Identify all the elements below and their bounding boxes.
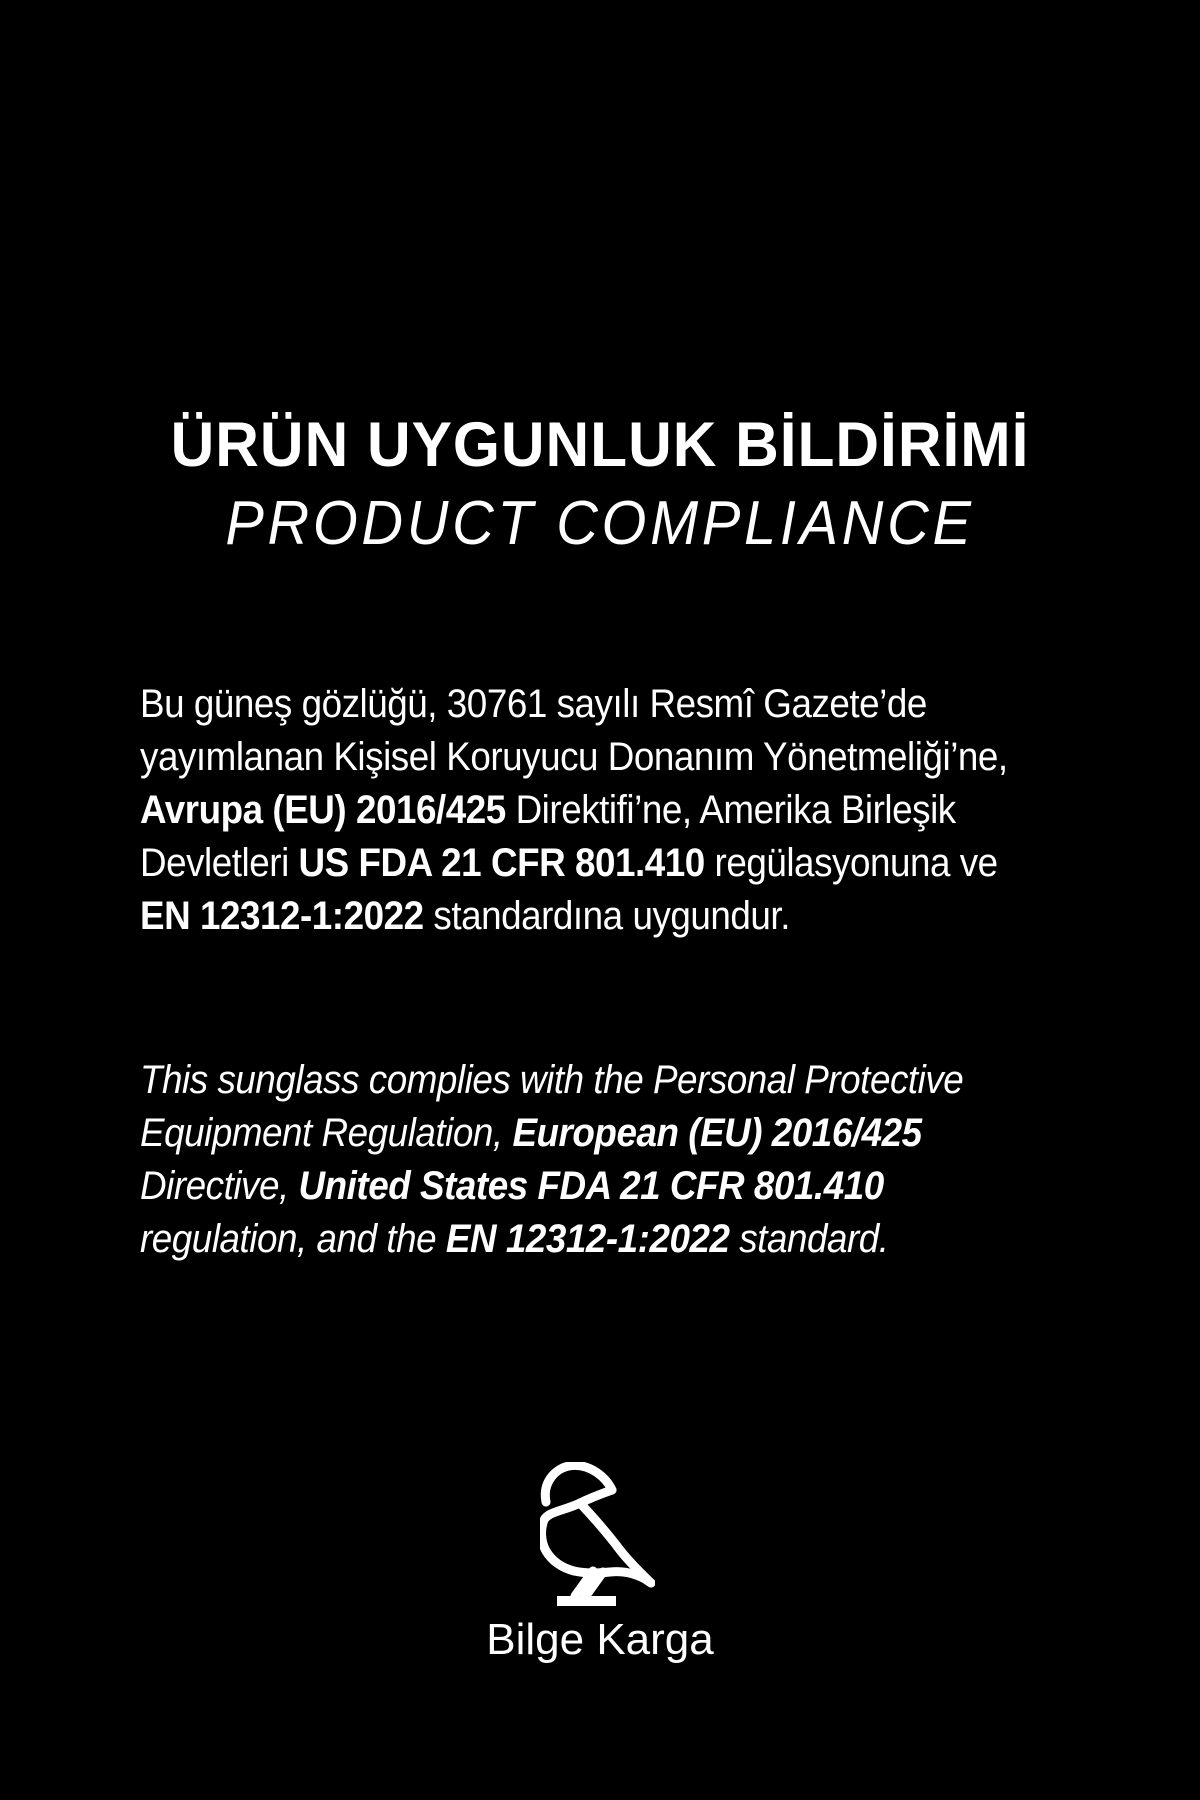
compliance-paragraph-turkish	[140, 678, 1060, 943]
text-run: yayımlanan Kişisel Koruyucu Donanım Yönetmeliği’ne,	[140, 735, 1008, 779]
text-run: Avrupa (EU) 2016/425	[140, 788, 506, 832]
text-run: Direktifi’ne, Amerika Birleşik	[505, 788, 956, 832]
text-line	[140, 678, 1060, 731]
text-run: regülasyonuna ve	[704, 841, 998, 885]
text-run: EN 12312-1:2022	[445, 1217, 730, 1261]
text-run: This sunglass complies with the Personal Protective	[140, 1058, 964, 1102]
text-line	[140, 784, 1060, 837]
page-header	[0, 410, 1200, 558]
text-run: standard.	[729, 1217, 889, 1261]
text-run: EN 12312-1:2022	[140, 894, 424, 938]
crow-icon	[540, 1462, 655, 1607]
text-line	[140, 1107, 1060, 1160]
text-run: Devletleri	[140, 841, 299, 885]
text-line	[140, 1160, 1060, 1213]
text-line	[140, 1054, 1060, 1107]
text-run: United States FDA 21 CFR 801.410	[298, 1164, 884, 1208]
text-run: Directive,	[140, 1164, 299, 1208]
brand-name: Bilge Karga	[486, 1615, 714, 1664]
page-subtitle: PRODUCT COMPLIANCE	[225, 489, 975, 558]
compliance-paragraph-english	[140, 1054, 1060, 1266]
text-run: Bu güneş gözlüğü, 30761 sayılı Resmî Gazete’de	[140, 682, 927, 726]
text-line	[140, 837, 1060, 890]
text-run: US FDA 21 CFR 801.410	[298, 841, 705, 885]
text-line	[140, 731, 1060, 784]
text-line	[140, 1213, 1060, 1266]
text-run: Equipment Regulation,	[140, 1111, 513, 1155]
page-title: ÜRÜN UYGUNLUK BİLDİRİMİ	[170, 410, 1030, 480]
text-line	[140, 890, 1060, 943]
text-run: European (EU) 2016/425	[512, 1111, 922, 1155]
text-run: regulation, and the	[140, 1217, 446, 1261]
text-run: standardına uygundur.	[423, 894, 790, 938]
brand-logo	[540, 1462, 655, 1607]
